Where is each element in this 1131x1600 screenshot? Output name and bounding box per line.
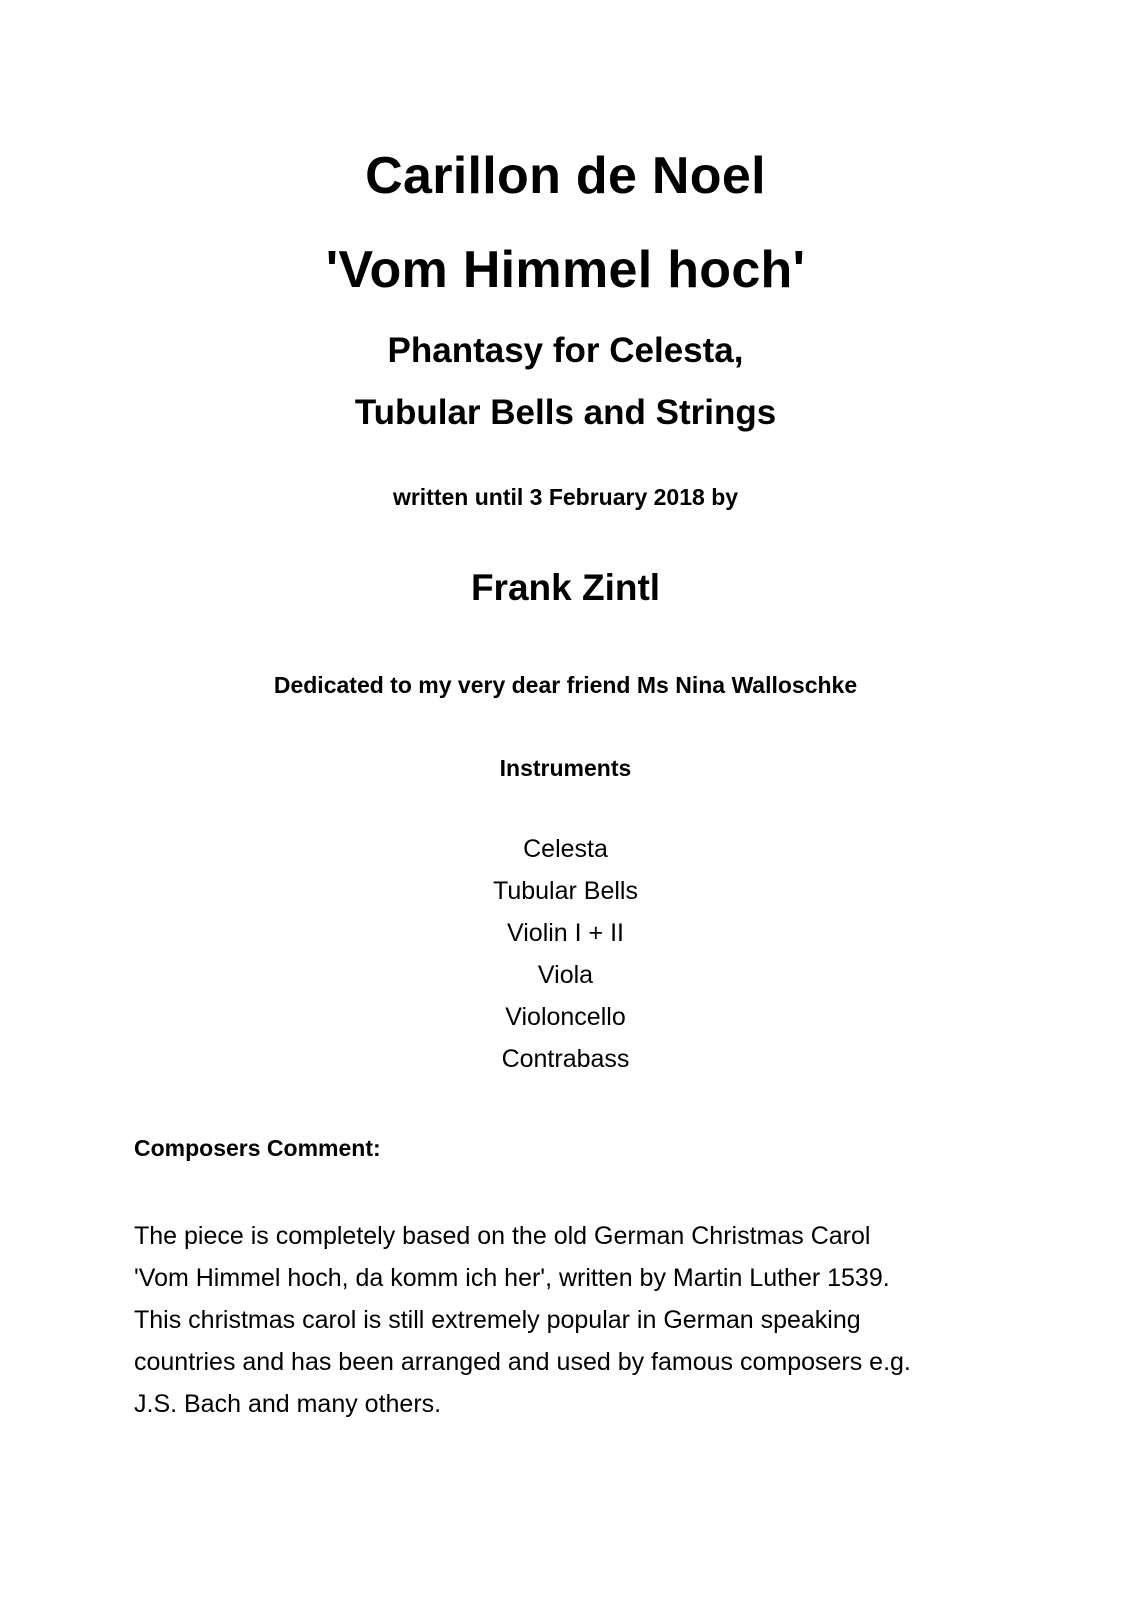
comment-heading: Composers Comment: — [134, 1135, 381, 1161]
composer-name: Frank Zintl — [470, 567, 661, 608]
comment-body — [134, 1215, 1034, 1425]
comment-line: 'Vom Himmel hoch, da komm ich her', written by Martin Luther 1539. — [134, 1264, 890, 1292]
title-line-2: 'Vom Himmel hoch' — [325, 241, 806, 299]
instrument-item: Viola — [537, 961, 594, 989]
comment-line: This christmas carol is still extremely popular in German speaking — [134, 1306, 861, 1334]
dedication: Dedicated to my very dear friend Ms Nina Walloschke — [273, 672, 858, 698]
comment-line: countries and has been arranged and used by famous composers e.g. — [134, 1348, 911, 1376]
comment-line: The piece is completely based on the old German Christmas Carol — [134, 1222, 871, 1250]
title-line-1: Carillon de Noel — [365, 147, 766, 205]
instrument-item: Violoncello — [505, 1003, 626, 1031]
subtitle-line-1: Phantasy for Celesta, — [387, 331, 744, 370]
subtitle-line-2: Tubular Bells and Strings — [354, 393, 777, 432]
instrument-item: Tubular Bells — [493, 877, 638, 905]
instrument-list — [0, 828, 1131, 1080]
instrument-item: Violin I + II — [507, 919, 624, 947]
instrument-item: Celesta — [523, 835, 608, 863]
instruments-heading: Instruments — [499, 755, 632, 781]
instrument-item: Contrabass — [501, 1045, 630, 1073]
written-date: written until 3 February 2018 by — [392, 484, 739, 510]
comment-line: J.S. Bach and many others. — [134, 1390, 442, 1418]
